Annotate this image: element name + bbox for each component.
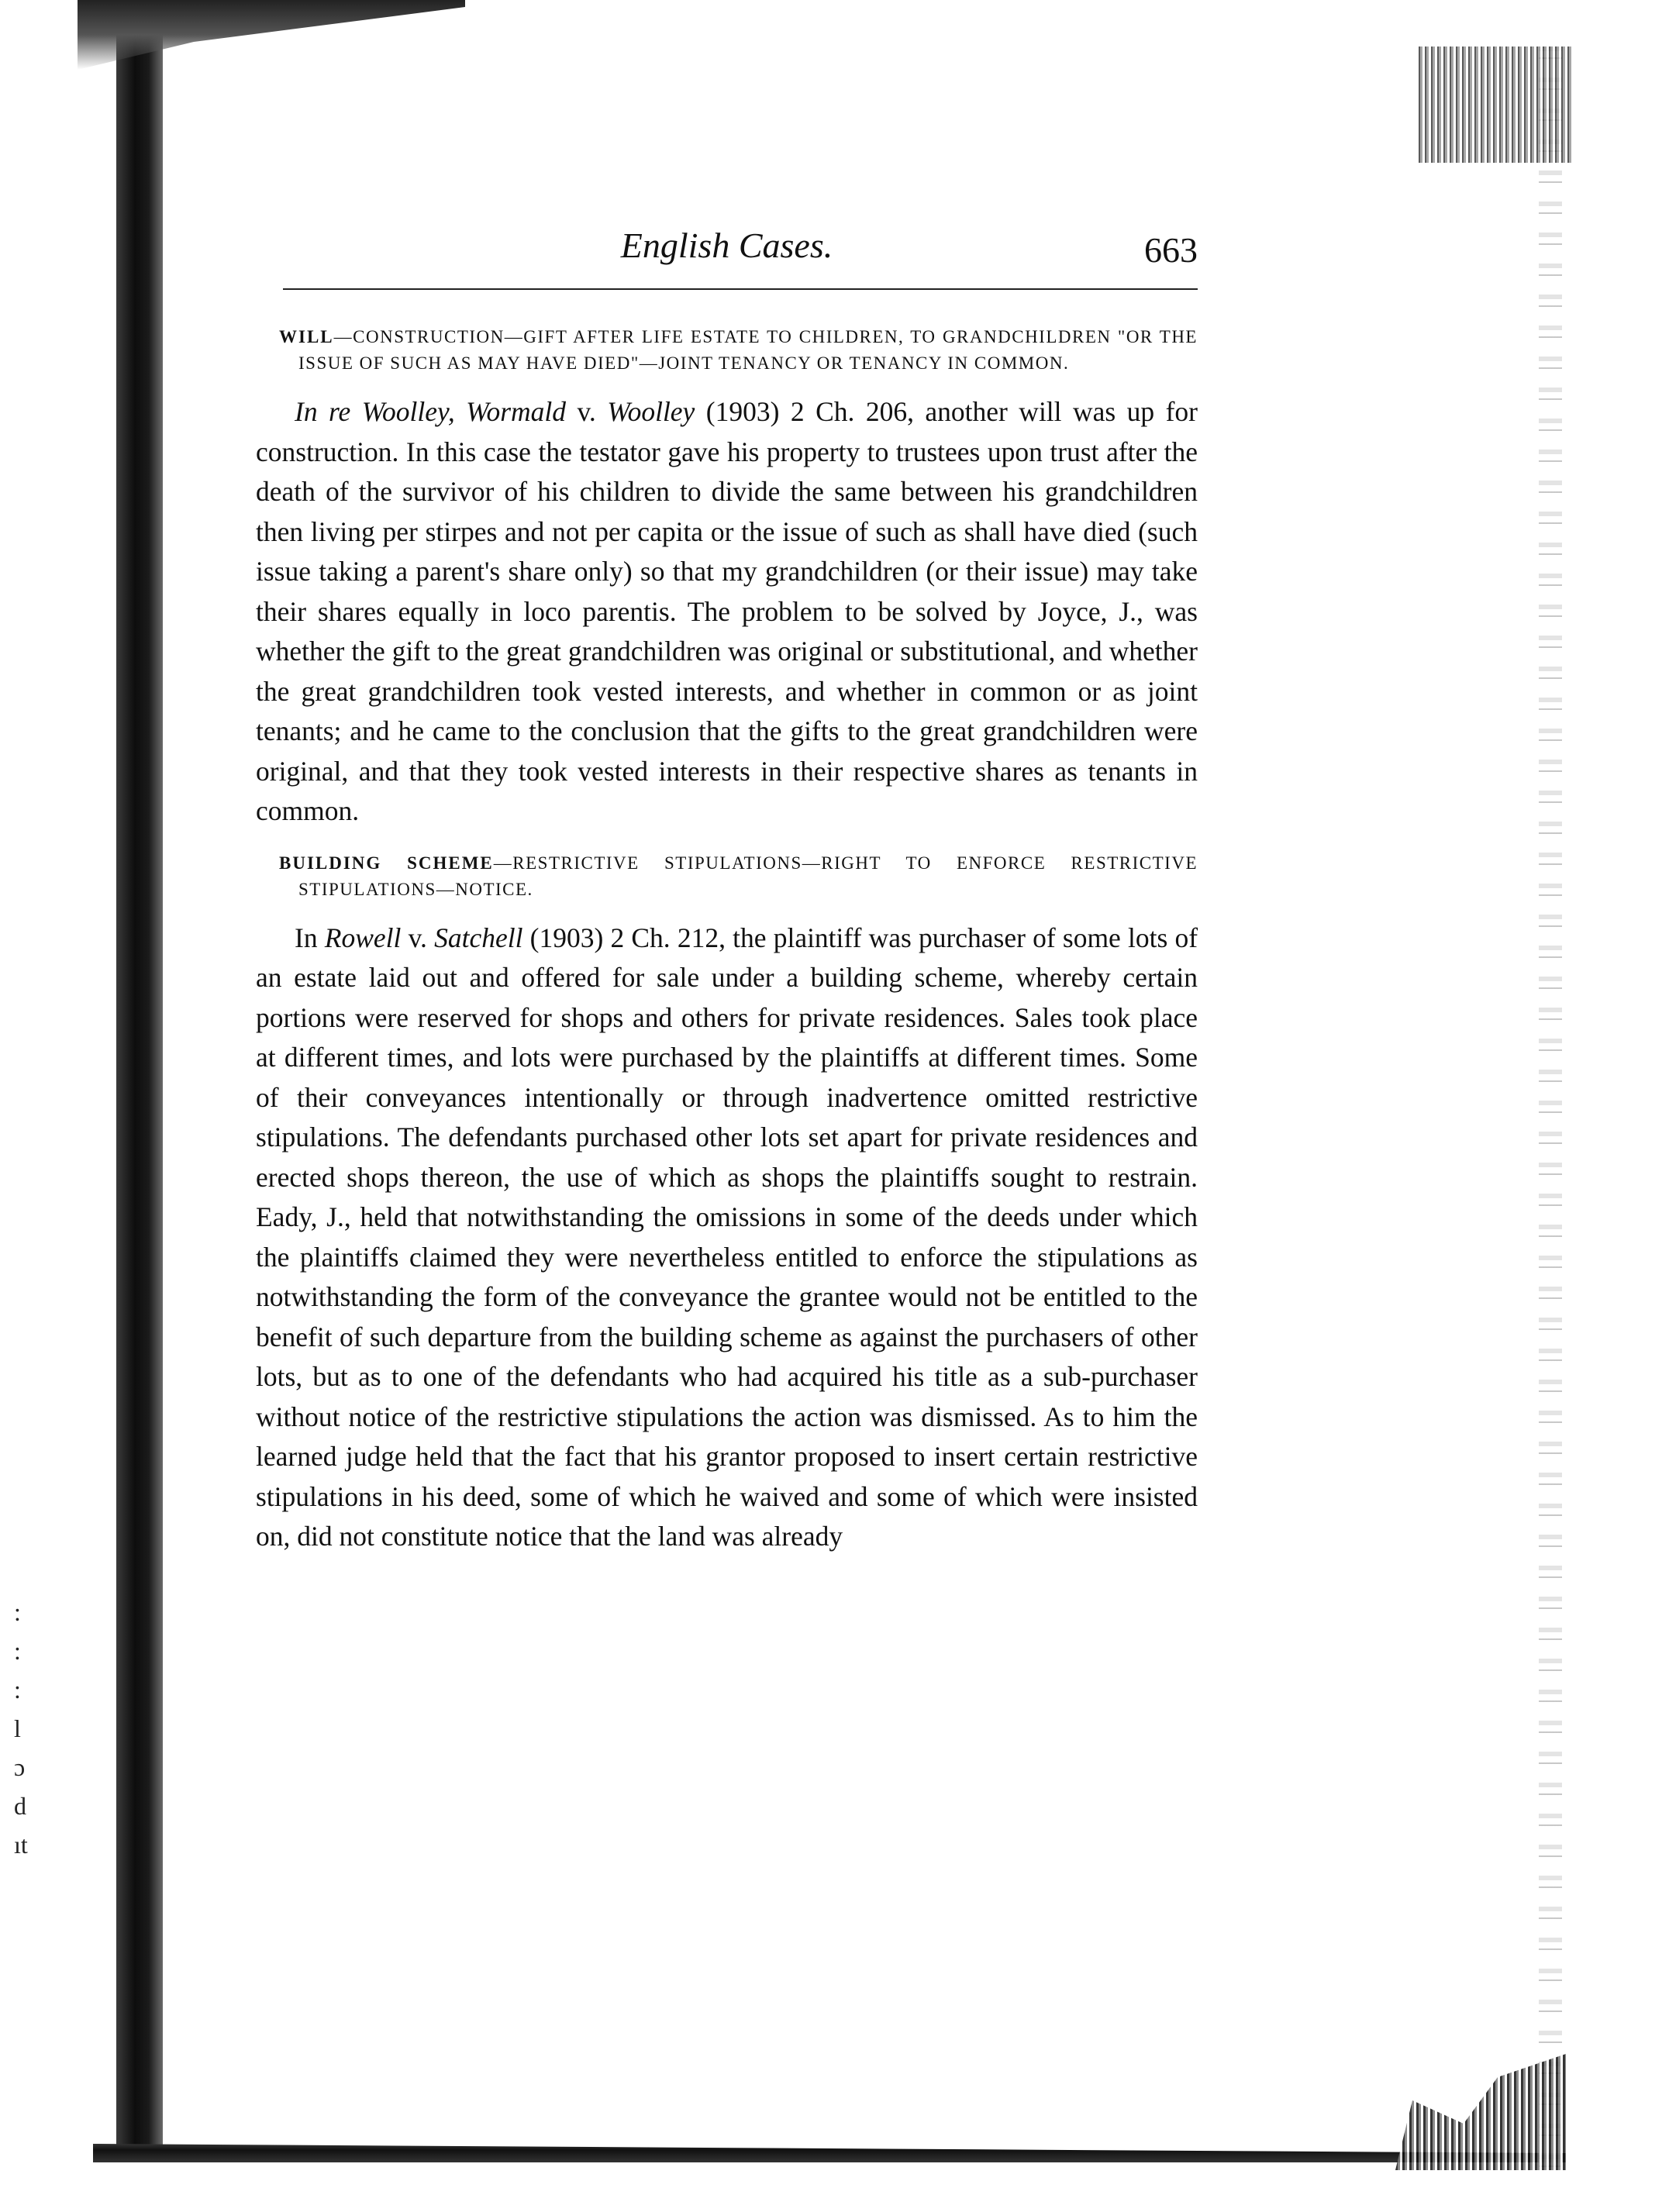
- section-heading-building-scheme: [256, 850, 1198, 903]
- case-name: Satchell: [434, 922, 523, 953]
- case-paragraph-rowell: [256, 918, 1198, 1557]
- binding-shadow-left: [116, 23, 163, 2162]
- heading-lead: BUILDING SCHEME: [279, 853, 494, 873]
- margin-char: d: [14, 1792, 26, 1820]
- header-rule: [283, 288, 1198, 290]
- heading-subject: —CONSTRUCTION—GIFT AFTER LIFE ESTATE TO CHILDREN, TO GRANDCHILDREN "OR THE ISSUE OF SUCH AS MAY HAVE DIED"—JOINT TENANCY OR TENANCY IN COMMON.: [298, 327, 1198, 373]
- running-title: English Cases.: [620, 226, 833, 265]
- case-name: Rowell: [324, 922, 402, 953]
- margin-char: l: [14, 1714, 21, 1742]
- running-head: [256, 225, 1198, 287]
- heading-lead: WILL: [279, 327, 334, 346]
- heading-subject: —RESTRICTIVE STIPULATIONS—RIGHT TO ENFORCE RESTRICTIVE STIPULATIONS—NOTICE.: [298, 853, 1198, 899]
- margin-char: ɔ: [14, 1753, 26, 1781]
- case-name: Woolley: [607, 396, 695, 427]
- margin-char: ıt: [14, 1831, 28, 1859]
- margin-char: :: [14, 1598, 21, 1626]
- binding-shadow-bottom: [93, 2131, 1566, 2162]
- page-edge-right-bottom: [1395, 2054, 1566, 2170]
- facing-page-margin-text: [14, 1593, 45, 1864]
- case-versus: v.: [408, 922, 427, 953]
- margin-char: :: [14, 1637, 21, 1665]
- margin-char: :: [14, 1676, 21, 1704]
- case-intro: In: [295, 922, 318, 953]
- case-paragraph-woolley: [256, 392, 1198, 832]
- case-text: (1903) 2 Ch. 212, the plaintiff was purchaser of some lots of an estate laid out and offered for sale under a building scheme, whereby certain portions were reserved for shops and others for private residences. Sales took place at different times, and lots were purchased by the plaintiffs at different times. Some of their conveyances intentionally or through inadvertence omitted restrictive stipulations. The defendants purchased other lots set apart for private residences and erected shops thereon, the use of which as shops the plaintiffs sought to restrain. Eady, J., held that notwithstanding the omissions in some of the deeds under which the plaintiffs claimed they were nevertheless entitled to enforce the stipulations as notwithstanding the form of the conveyance the grantee would not be entitled to the benefit of such departure from the building scheme as against the purchasers of other lots, but as to one of the defendants who had acquired his title as a sub-purchaser without notice of the restrictive stipulations the action was dismissed. As to him the learned judge held that the fact that his grantor proposed to insert certain restrictive stipulations in his deed, some of which he waived and some of which were insisted on, did not constitute notice that the land was already: [256, 922, 1198, 1552]
- page-number: 663: [1144, 230, 1198, 270]
- case-text: (1903) 2 Ch. 206, another will was up for construction. In this case the testator gave his property to trustees upon trust after the death of the survivor of his children to divide the same between his grandchildren then living per stirpes and not per capita or the issue of such as shall have died (such issue taking a parent's share only) so that my grandchildren (or their issue) may take their shares equally in loco parentis. The problem to be solved by Joyce, J., was whether the gift to the great grandchildren was original or substitutional, and whether the great grandchildren took vested interests, and whether in common or as joint tenants; and he came to the conclusion that the gifts to the great grandchildren were original, and that they took vested interests in their respective shares as tenants in common.: [256, 396, 1198, 826]
- page-body: [256, 225, 1198, 1576]
- section-heading-will: [256, 324, 1198, 377]
- page-edge-right-top: [1419, 47, 1574, 163]
- case-versus: v.: [577, 396, 596, 427]
- page-edge-right: [1539, 47, 1562, 2186]
- case-name: In re Woolley, Wormald: [295, 396, 567, 427]
